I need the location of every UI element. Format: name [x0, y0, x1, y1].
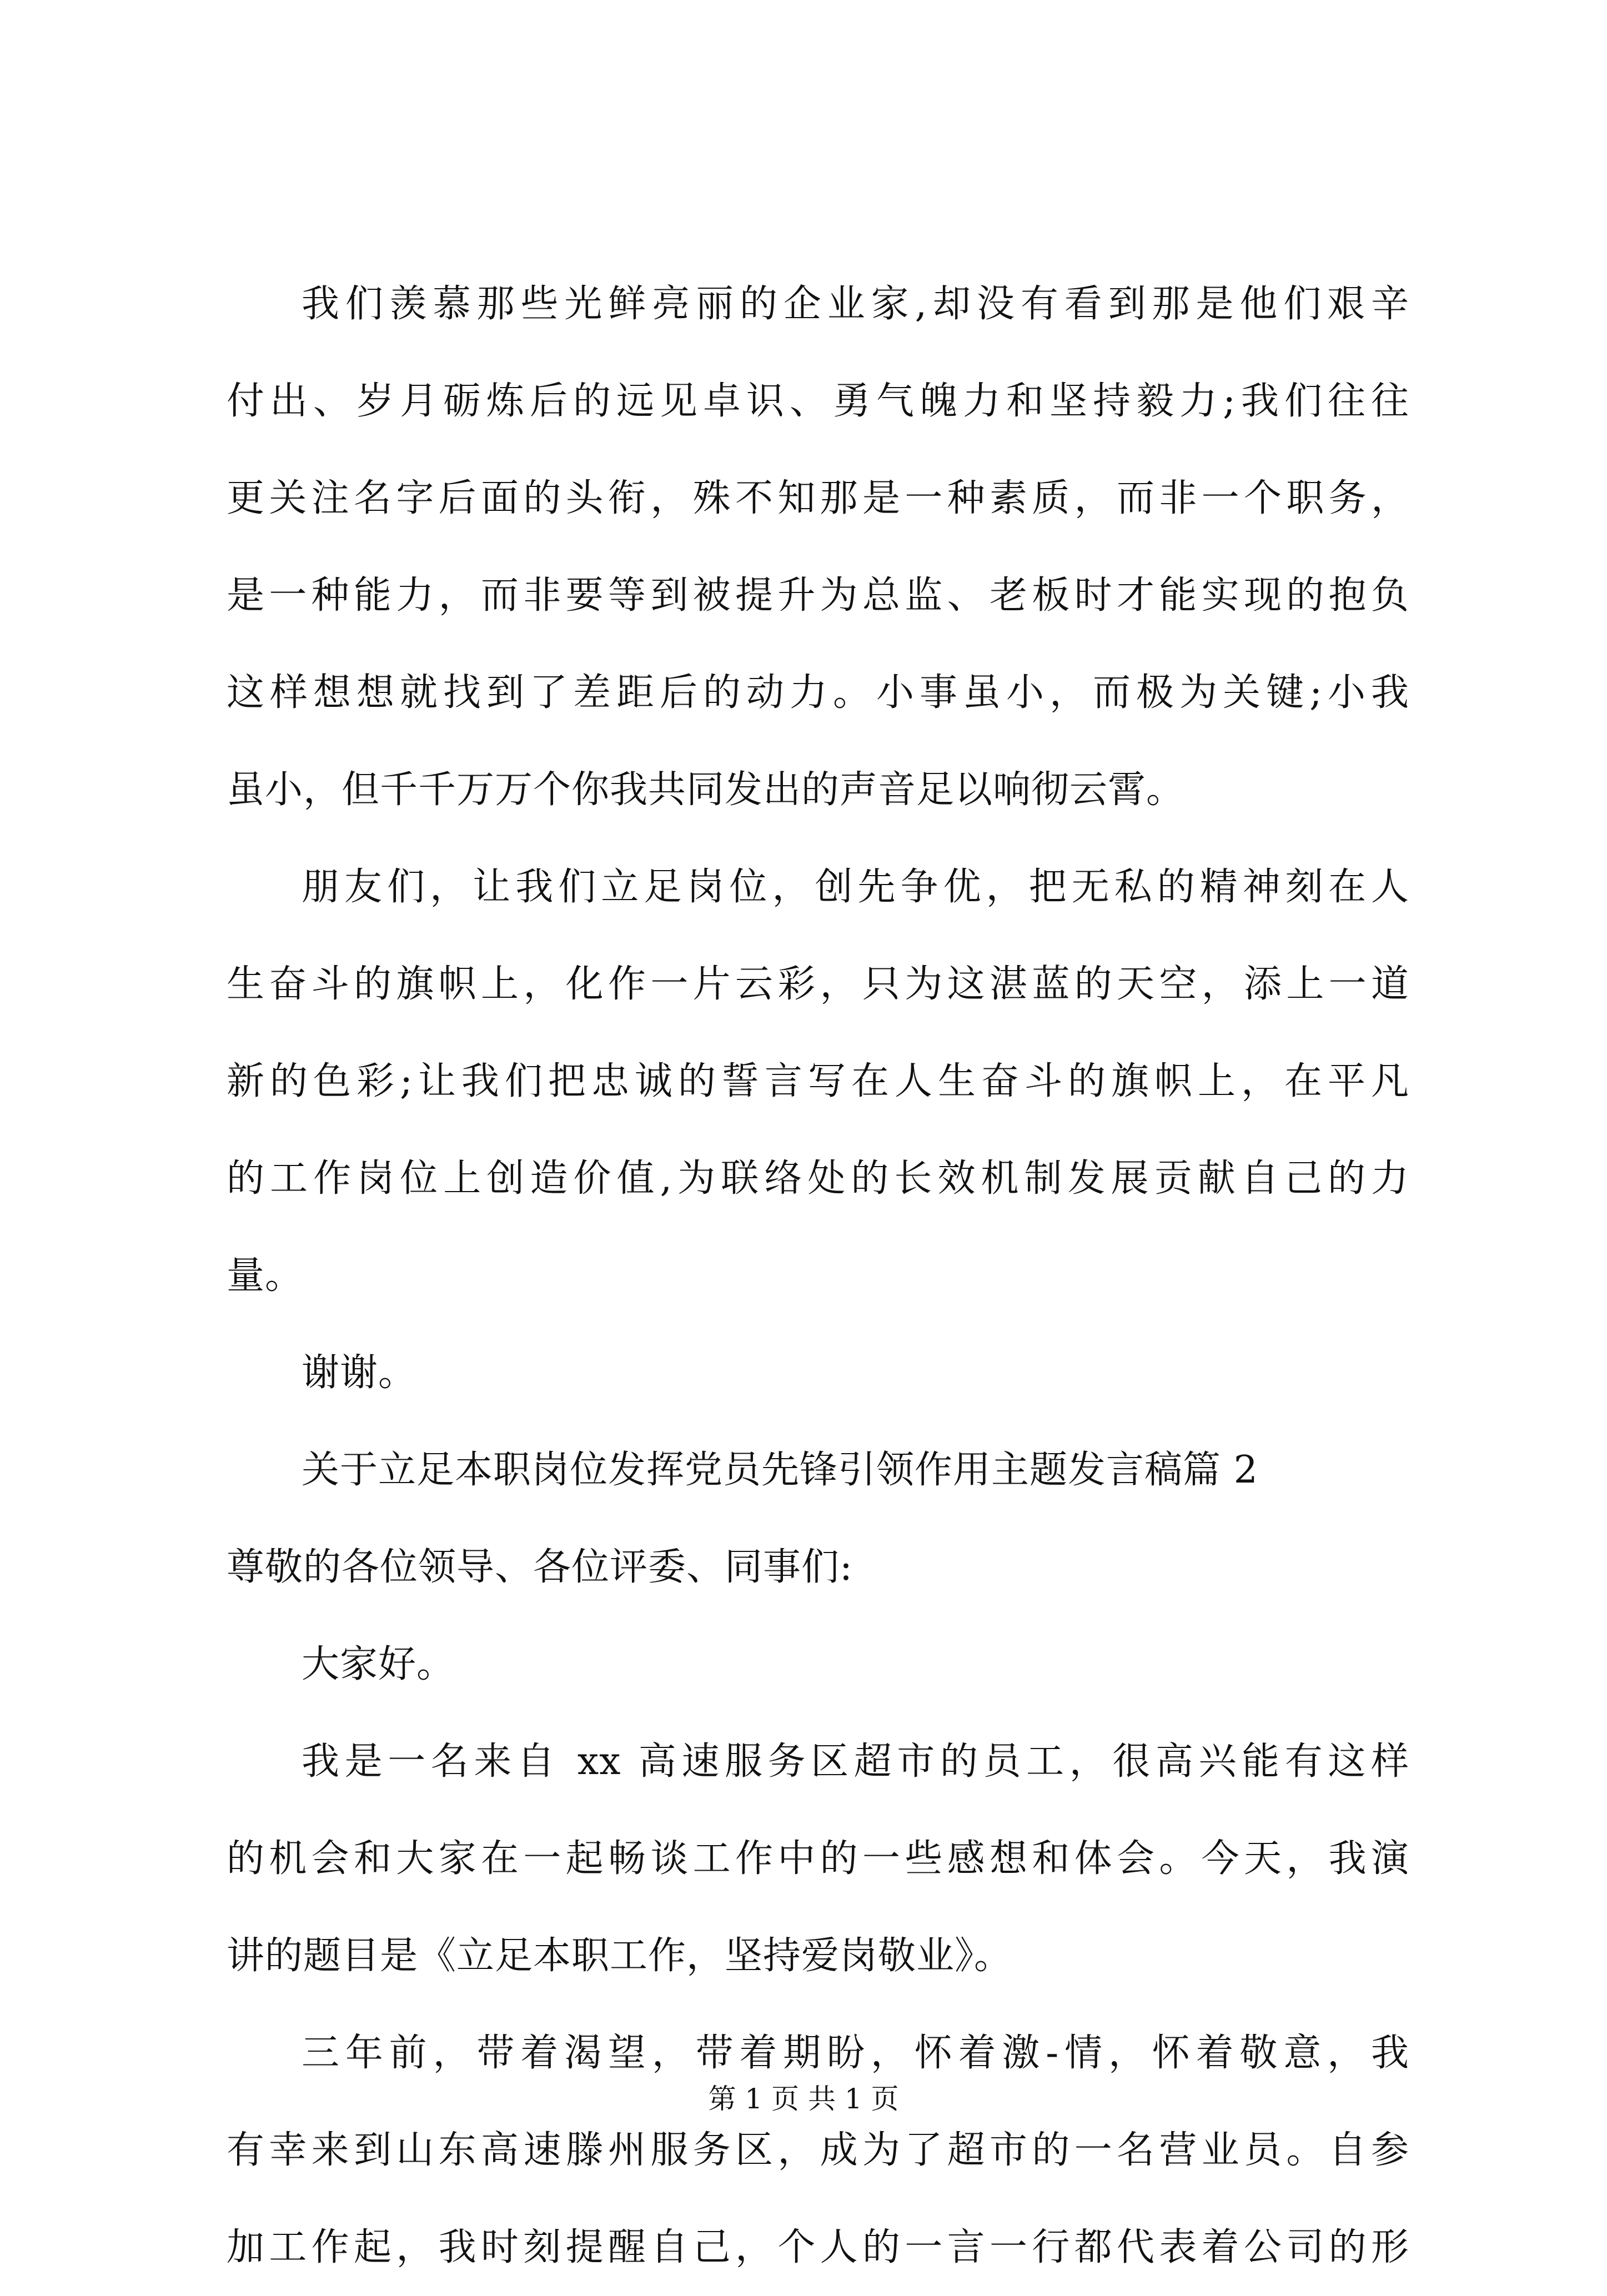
document-body: [227, 255, 1409, 2296]
text-line: 我是一名来自 xx 高速服务区超市的员工，很高兴能有这样: [302, 1740, 1409, 1783]
text-line: 这样想想就找到了差距后的动力。小事虽小，而极为关键;小我: [227, 671, 1409, 715]
text-line: 尊敬的各位领导、各位评委、同事们:: [227, 1545, 853, 1589]
text-line: 有幸来到山东高速滕州服务区，成为了超市的一名营业员。自参: [227, 2128, 1409, 2172]
text-line: 大家好。: [302, 1642, 455, 1686]
text-line: 关于立足本职岗位发挥党员先锋引领作用主题发言稿篇 2: [302, 1448, 1258, 1492]
text-line: 三年前，带着渴望，带着期盼，怀着激-情，怀着敬意，我: [302, 2031, 1409, 2075]
text-line: 的机会和大家在一起畅谈工作中的一些感想和体会。今天，我演: [227, 1837, 1409, 1881]
text-line: 加工作起，我时刻提醒自己，个人的一言一行都代表着公司的形: [227, 2225, 1409, 2269]
text-line: 更关注名字后面的头衔，殊不知那是一种素质，而非一个职务，: [227, 476, 1409, 520]
text-line: 量。: [227, 1254, 304, 1298]
text-line: 虽小，但千千万万个你我共同发出的声音足以响彻云霄。: [227, 768, 1185, 812]
text-line: 讲的题目是《立足本职工作，坚持爱岗敬业》。: [227, 1934, 1013, 1978]
text-line: 的工作岗位上创造价值,为联络处的长效机制发展贡献自己的力: [227, 1157, 1409, 1200]
text-line: 谢谢。: [302, 1351, 417, 1395]
text-line: 朋友们，让我们立足岗位，创先争优，把无私的精神刻在人: [302, 865, 1409, 909]
text-line: 生奋斗的旗帜上，化作一片云彩，只为这湛蓝的天空，添上一道: [227, 962, 1409, 1006]
page-footer: 第 1 页 共 1 页: [708, 2083, 899, 2115]
text-line: 我们羡慕那些光鲜亮丽的企业家,却没有看到那是他们艰辛: [302, 282, 1409, 326]
text-line: 是一种能力，而非要等到被提升为总监、老板时才能实现的抱负: [227, 574, 1409, 617]
text-line: 付出、岁月砺炼后的远见卓识、勇气魄力和坚持毅力;我们往往: [227, 379, 1409, 423]
text-line: 新的色彩;让我们把忠诚的誓言写在人生奋斗的旗帜上，在平凡: [227, 1059, 1409, 1103]
